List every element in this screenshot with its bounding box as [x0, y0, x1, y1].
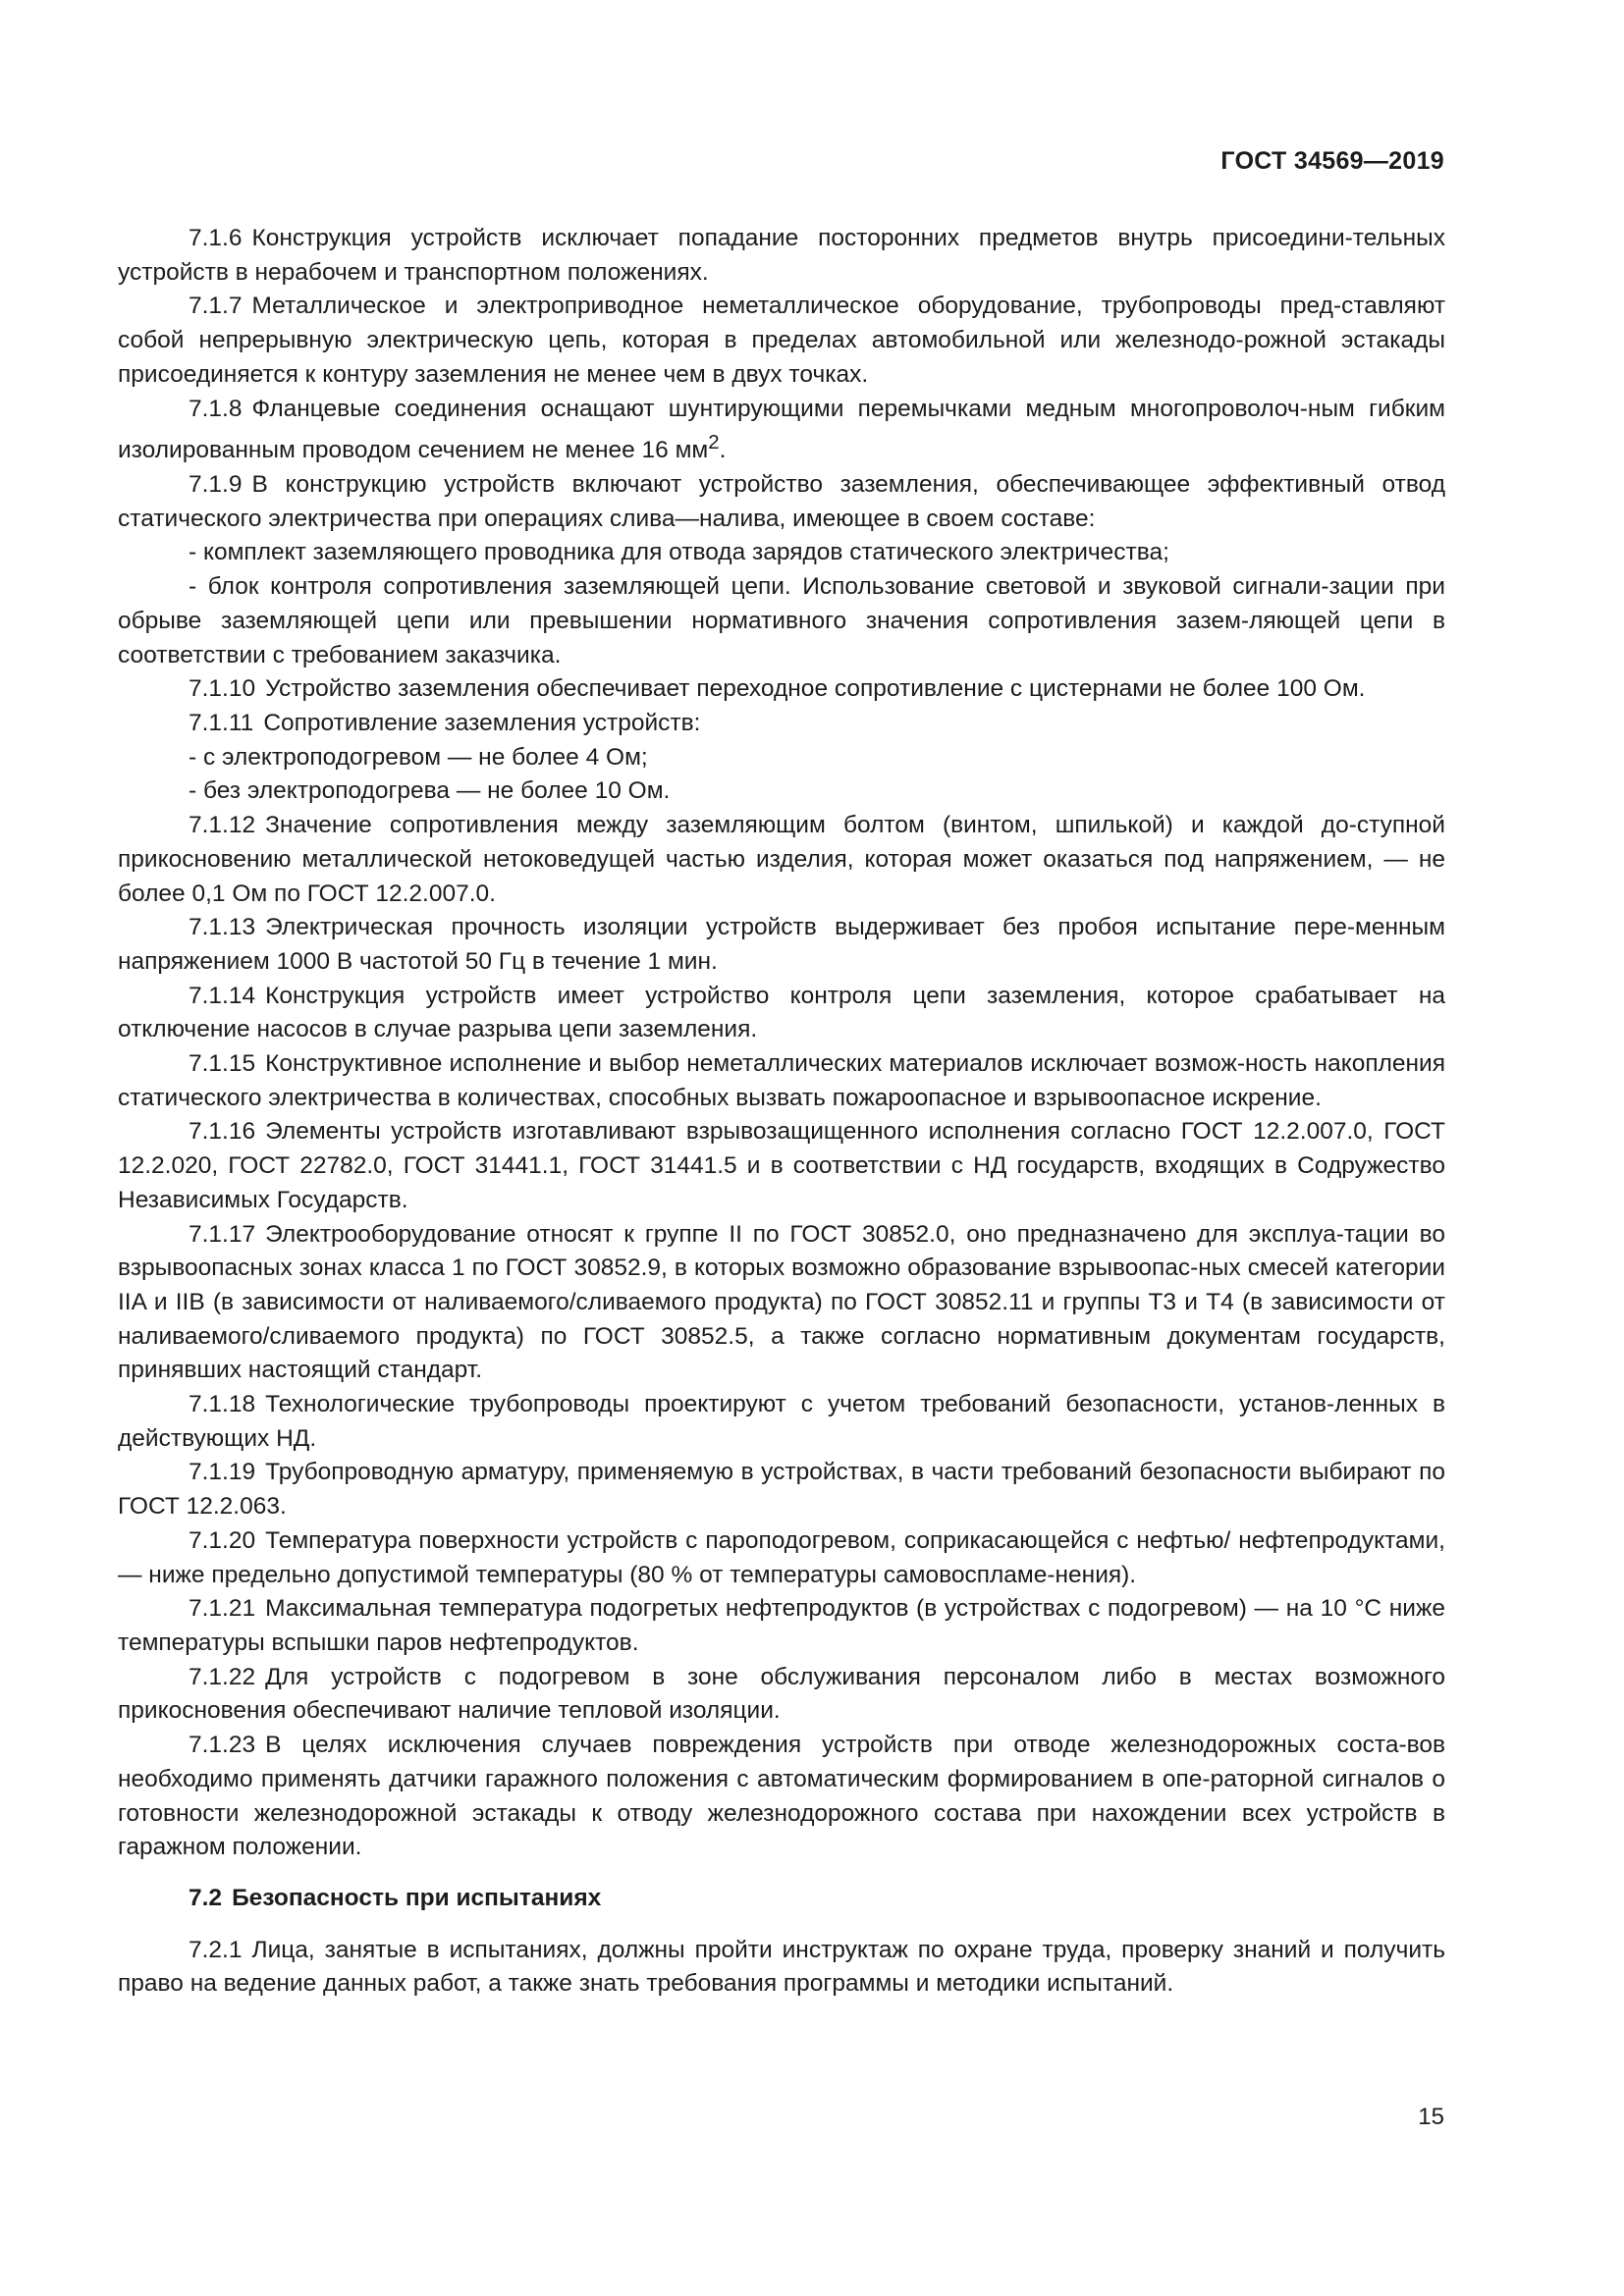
document-body [118, 222, 1445, 2002]
paragraph-number: 7.1.15 [189, 1050, 256, 1078]
paragraph [118, 672, 1445, 707]
section-heading [118, 1882, 1445, 1916]
paragraph [118, 1524, 1445, 1592]
paragraph [118, 1218, 1445, 1389]
paragraph-tail: . [719, 437, 727, 464]
paragraph-number: 7.1.13 [189, 914, 256, 941]
paragraph-number: 7.1.23 [189, 1732, 256, 1759]
paragraph [118, 468, 1445, 536]
paragraph [118, 1934, 1445, 2002]
paragraph-text: - с электроподогревом — не более 4 Ом; [189, 743, 648, 771]
paragraph-text: - без электроподогрева — не более 10 Ом. [189, 777, 671, 805]
paragraph-number: 7.1.16 [189, 1118, 256, 1146]
paragraph-text: Конструкция устройств имеет устройство контроля цепи заземления, которое срабатывает на отключение насосов в случае разрыва цепи заземления. [118, 982, 1445, 1043]
paragraph [118, 570, 1445, 672]
paragraph-text: Значение сопротивления между заземляющим болтом (винтом, шпилькой) и каждой до-ступной прикосновению металлической нетоковедущей частью изделия, которая может оказаться под напряжением, — не более 0,1 Ом по ГОСТ 12.2.007.0. [118, 812, 1445, 907]
paragraph-list [118, 222, 1445, 1865]
paragraph-number: 7.1.9 [189, 471, 243, 499]
paragraph [118, 222, 1445, 290]
paragraph-text: Металлическое и электроприводное неметаллическое оборудование, трубопроводы пред-ставляют собой непрерывную электрическую цепь, которая в пределах автомобильной или железнодо-рожной эстакады присоединяется к контуру заземления не менее чем в двух точках. [118, 293, 1445, 388]
paragraph-text: Для устройств с подогревом в зоне обслуживания персоналом либо в местах возможного прикосновения обеспечивают наличие тепловой изоляции. [118, 1663, 1445, 1725]
section-title: Безопасность при испытаниях [232, 1884, 602, 1911]
paragraph-text: Элементы устройств изготавливают взрывозащищенного исполнения согласно ГОСТ 12.2.007.0, ГОСТ 12.2.020, ГОСТ 22782.0, ГОСТ 31441.1, ГОСТ 31441.5 и в соответствии с НД государств, входящих в Содружество Независимых Государств. [118, 1118, 1445, 1213]
paragraph-number: 7.1.14 [189, 982, 256, 1009]
paragraph-number: 7.1.10 [189, 675, 256, 703]
paragraph-text: Технологические трубопроводы проектируют с учетом требований безопасности, установ-ленных в действующих НД. [118, 1391, 1445, 1452]
paragraph-text: Электрическая прочность изоляции устройств выдерживает без пробоя испытание пере-менным напряжением 1000 В частотой 50 Гц в течение 1 мин. [118, 914, 1445, 975]
paragraph-text: Фланцевые соединения оснащают шунтирующими перемычками медным многопроволоч-ным гибким изолированным проводом сечением не менее 16 мм [118, 395, 1445, 464]
paragraph [118, 707, 1445, 741]
paragraph [118, 1388, 1445, 1456]
paragraph-text: Лица, занятые в испытаниях, должны пройти инструктаж по охране труда, проверку знаний и получить право на ведение данных работ, а также знать требования программы и методики испытаний. [118, 1936, 1445, 1998]
paragraph-text: Температура поверхности устройств с пароподогревом, соприкасающейся с нефтью/ нефтепродуктами, — ниже предельно допустимой температуры (80 % от температуры самовоспламе-нения). [118, 1526, 1445, 1588]
paragraph [118, 741, 1445, 775]
paragraph [118, 290, 1445, 392]
paragraph [118, 1592, 1445, 1660]
paragraph-number: 7.1.22 [189, 1663, 256, 1690]
section-paragraph-list [118, 1934, 1445, 2002]
paragraph [118, 809, 1445, 911]
paragraph-text: Устройство заземления обеспечивает переходное сопротивление с цистернами не более 100 Ом. [265, 675, 1366, 703]
paragraph [118, 1661, 1445, 1729]
paragraph-text: Трубопроводную арматуру, применяемую в устройствах, в части требований безопасности выбирают по ГОСТ 12.2.063. [118, 1459, 1445, 1521]
paragraph-number: 7.2.1 [189, 1936, 243, 1963]
paragraph-number: 7.1.8 [189, 395, 243, 422]
paragraph-number: 7.1.18 [189, 1391, 256, 1418]
paragraph [118, 536, 1445, 570]
paragraph-text: В целях исключения случаев повреждения устройств при отводе железнодорожных соста-вов необходимо применять датчики гаражного положения с автоматическим формированием в опе-раторной сигналов о готовности железнодорожной эстакады к отводу железнодорожного состава при нахождении всех устройств в гаражном положении. [118, 1732, 1445, 1861]
paragraph-number: 7.1.11 [189, 710, 254, 736]
page-number: 15 [1418, 2104, 1444, 2130]
paragraph [118, 1115, 1445, 1217]
paragraph-text: В конструкцию устройств включают устройство заземления, обеспечивающее эффективный отвод статического электричества при операциях слива—налива, имеющее в своем составе: [118, 471, 1445, 532]
paragraph-number: 7.1.12 [189, 812, 256, 839]
paragraph [118, 1456, 1445, 1523]
paragraph [118, 1729, 1445, 1865]
paragraph-text: Электрооборудование относят к группе II по ГОСТ 30852.0, оно предназначено для эксплуа-тации во взрывоопасных зонах класса 1 по ГОСТ 30852.9, в которых возможно образование взрывоопас-ных смесей категории IIA и IIB (в зависимости от наливаемого/сливаемого продукта) по ГОСТ 30852.11 и группы Т3 и Т4 (в зависимости от наливаемого/сливаемого продукта) по ГОСТ 30852.5, а также согласно нормативным документам государств, принявших настоящий стандарт. [118, 1220, 1445, 1384]
paragraph-text: - блок контроля сопротивления заземляющей цепи. Использование световой и звуковой сигнали-зации при обрыве заземляющей цепи или превышении нормативного значения сопротивления зазем-ляющей цепи в соответствии с требованием заказчика. [118, 573, 1445, 668]
section-number: 7.2 [189, 1884, 223, 1911]
paragraph-number: 7.1.6 [189, 225, 243, 251]
paragraph-text: Конструкция устройств исключает попадание посторонних предметов внутрь присоедини-тельных устройств в нерабочем и транспортном положениях. [118, 225, 1445, 286]
paragraph-text: Конструктивное исполнение и выбор неметаллических материалов исключает возмож-ность накопления статического электричества в количествах, способных вызвать пожароопасное и взрывоопасное искрение. [118, 1050, 1445, 1111]
paragraph-number: 7.1.19 [189, 1459, 256, 1486]
paragraph [118, 393, 1445, 469]
superscript: 2 [708, 432, 720, 454]
paragraph-number: 7.1.21 [189, 1595, 256, 1623]
paragraph-text: Максимальная температура подогретых нефтепродуктов (в устройствах с подогревом) — на 10 °С ниже температуры вспышки паров нефтепродуктов. [118, 1595, 1445, 1656]
paragraph-number: 7.1.17 [189, 1220, 256, 1248]
paragraph [118, 980, 1445, 1047]
paragraph-text: - комплект заземляющего проводника для отвода зарядов статического электричества; [189, 539, 1169, 566]
paragraph [118, 1047, 1445, 1115]
paragraph-number: 7.1.20 [189, 1526, 256, 1554]
document-header: ГОСТ 34569—2019 [1220, 147, 1444, 175]
paragraph-number: 7.1.7 [189, 293, 243, 320]
paragraph [118, 911, 1445, 979]
paragraph-text: Сопротивление заземления устройств: [263, 710, 701, 736]
paragraph [118, 774, 1445, 809]
